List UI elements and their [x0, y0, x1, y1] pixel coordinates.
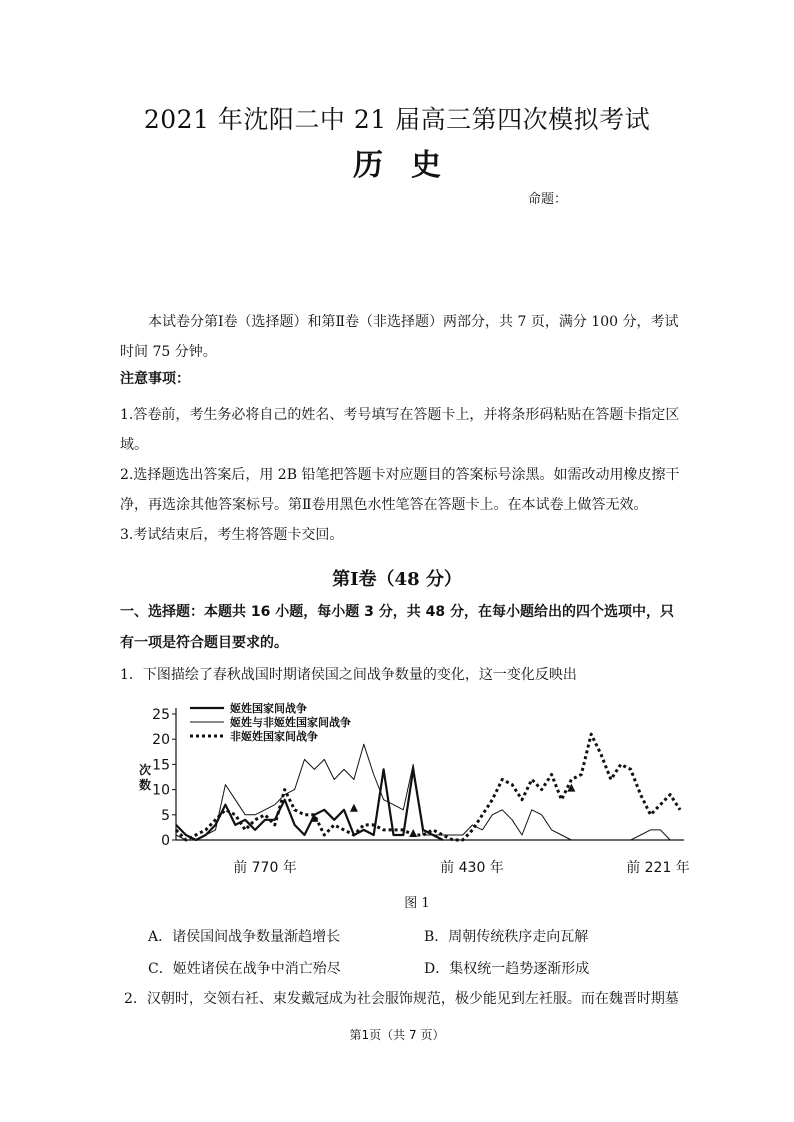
question-2-stem: 2．汉朝时，交领右衽、束发戴冠成为社会服饰规范，极少能见到左衽服。而在魏晋时期墓 — [124, 991, 679, 1007]
question-1-stem: 1．下图描绘了春秋战国时期诸侯国之间战争数量的变化，这一变化反映出 — [120, 667, 577, 683]
section-heading: 一、选择题：本题共 16 小题，每小题 3 分，共 48 分，在每小题给出的四个选项中，只有一项是符合题目要求的。 — [120, 604, 674, 651]
y-axis-label: 次 — [138, 763, 152, 777]
y-tick-label: 5 — [161, 807, 170, 824]
war-count-chart — [0, 690, 794, 890]
option-b: B．周朝传统秩序走向瓦解 — [424, 929, 589, 945]
x-tick-label: 前 430 年 — [440, 860, 504, 876]
y-tick-label: 0 — [161, 833, 170, 849]
legend-label-3: 非姬姓国家间战争 — [230, 730, 318, 743]
notes-heading: 注意事项： — [120, 371, 190, 387]
page-footer: 第1页（共 7 页） — [349, 1028, 445, 1042]
notes-item-1: 1.答卷前，考生务必将自己的姓名、考号填写在答题卡上，并将条形码粘贴在答题卡指定区域。 — [120, 407, 680, 453]
exam-title: 2021 年沈阳二中 21 届高三第四次模拟考试 — [143, 105, 651, 134]
option-d: D．集权统一趋势逐渐形成 — [424, 961, 590, 977]
chart-series — [176, 734, 680, 840]
chart-y-ticks — [139, 707, 176, 849]
triangle-marker — [409, 829, 417, 837]
y-tick-label: 25 — [152, 707, 170, 723]
notes-list — [120, 400, 680, 550]
y-tick-label: 10 — [152, 782, 170, 799]
y-tick-label: 15 — [152, 757, 170, 774]
option-c: C．姬姓诸侯在战争中消亡殆尽 — [148, 961, 341, 977]
legend-label-2: 姬姓与非姬姓国家间战争 — [230, 716, 351, 729]
subject-title: 历史 — [353, 148, 469, 183]
option-a: A．诸侯国间战争数量渐趋增长 — [148, 929, 341, 945]
author-label: 命题： — [528, 192, 568, 207]
figure-caption: 图 1 — [404, 896, 430, 911]
part-title: 第Ⅰ卷（48 分） — [332, 569, 462, 590]
x-tick-label: 前 770 年 — [233, 860, 297, 876]
chart-legend — [190, 701, 351, 743]
x-tick-label: 前 221 年 — [626, 860, 690, 876]
chart-markers — [310, 784, 575, 837]
notes-item-2: 2.选择题选出答案后，用 2B 铅笔把答题卡对应题目的答案标号涂黑。如需改动用橡皮擦干净，再选涂其他答案标号。第Ⅱ卷用黑色水性笔答在答题卡上。在本试卷上做答无效。 — [120, 467, 680, 513]
chart-x-labels — [233, 859, 690, 876]
notes-item-3: 3.考试结束后，考生将答题卡交回。 — [120, 527, 344, 543]
series-line-3 — [176, 734, 680, 840]
y-axis-label: 数 — [138, 778, 152, 792]
y-tick-label: 20 — [152, 732, 170, 749]
exam-intro: 本试卷分第Ⅰ卷（选择题）和第Ⅱ卷（非选择题）两部分，共 7 页，满分 100 分，考试时间 75 分钟。 — [120, 314, 679, 360]
legend-label-1: 姬姓国家间战争 — [230, 702, 307, 715]
triangle-marker — [350, 804, 358, 812]
